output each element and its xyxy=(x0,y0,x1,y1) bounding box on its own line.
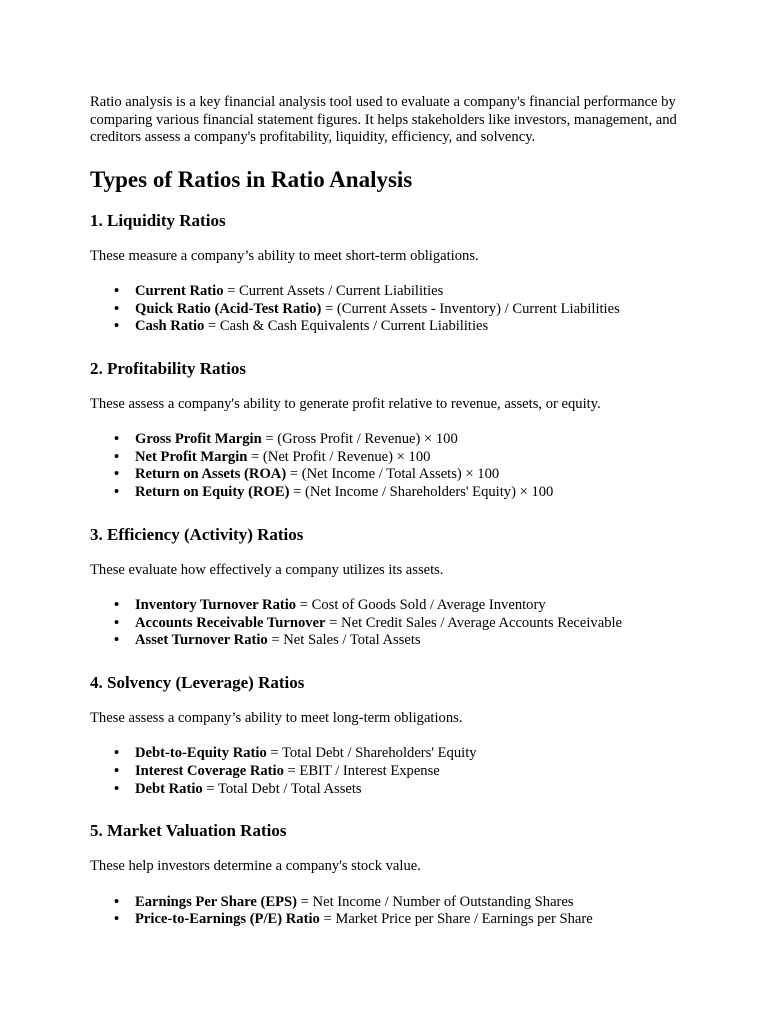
ratio-section xyxy=(90,820,690,929)
bullet-icon: • xyxy=(114,632,120,649)
bullet-icon: • xyxy=(114,893,120,910)
ratio-section xyxy=(90,672,690,798)
ratio-formula: = Cost of Goods Sold / Average Inventory xyxy=(296,597,546,614)
bullet-icon: • xyxy=(114,911,120,928)
list-item xyxy=(114,448,690,467)
list-item xyxy=(114,597,690,615)
ratio-list xyxy=(90,283,690,336)
ratio-formula: = Cash & Cash Equivalents / Current Liabilities xyxy=(204,318,489,335)
ratio-formula: = Total Debt / Total Assets xyxy=(202,780,362,797)
list-item xyxy=(114,318,690,336)
ratio-formula: = (Net Profit / Revenue) × 100 xyxy=(247,448,431,465)
list-item xyxy=(114,283,690,301)
section-heading: 5. Market Valuation Ratios xyxy=(90,821,287,841)
section-description: These help investors determine a company's stock value. xyxy=(90,858,421,875)
ratio-formula: = (Net Income / Total Assets) × 100 xyxy=(286,466,500,483)
section-heading: 3. Efficiency (Activity) Ratios xyxy=(90,524,304,544)
ratio-formula: = (Current Assets - Inventory) / Current Liabilities xyxy=(321,300,620,317)
ratio-term: Interest Coverage Ratio xyxy=(135,763,284,780)
list-item xyxy=(114,614,690,633)
section-description: These measure a company’s ability to meet short-term obligations. xyxy=(90,247,479,264)
ratio-formula: = Net Credit Sales / Average Accounts Receivable xyxy=(325,614,623,631)
bullet-icon: • xyxy=(114,745,120,762)
list-item xyxy=(114,484,690,502)
bullet-icon: • xyxy=(114,780,120,797)
ratio-formula: = Net Income / Number of Outstanding Shares xyxy=(297,893,574,910)
section-description: These evaluate how effectively a company utilizes its assets. xyxy=(90,561,444,578)
ratio-term: Earnings Per Share (EPS) xyxy=(135,893,298,910)
ratio-list xyxy=(90,745,690,798)
list-item xyxy=(114,745,690,763)
list-item xyxy=(114,431,690,449)
section-heading: 2. Profitability Ratios xyxy=(90,358,246,378)
bullet-icon: • xyxy=(114,614,120,631)
ratio-list xyxy=(90,597,690,650)
bullet-icon: • xyxy=(114,484,120,501)
bullet-icon: • xyxy=(114,283,120,299)
ratio-formula: = (Gross Profit / Revenue) × 100 xyxy=(261,431,458,448)
ratio-term: Debt Ratio xyxy=(135,780,203,797)
ratio-formula: = Total Debt / Shareholders' Equity xyxy=(266,745,477,762)
ratio-term: Accounts Receivable Turnover xyxy=(135,614,326,631)
ratio-section xyxy=(90,210,690,336)
bullet-icon: • xyxy=(114,466,120,483)
bullet-icon: • xyxy=(114,300,120,317)
ratio-formula: = Current Assets / Current Liabilities xyxy=(223,283,444,299)
ratio-term: Cash Ratio xyxy=(135,318,205,335)
ratio-term: Price-to-Earnings (P/E) Ratio xyxy=(135,911,320,928)
ratio-term: Return on Assets (ROA) xyxy=(135,466,287,483)
bullet-icon: • xyxy=(114,597,120,614)
ratio-term: Net Profit Margin xyxy=(135,448,248,465)
section-heading: 4. Solvency (Leverage) Ratios xyxy=(90,672,305,692)
ratio-formula: = Market Price per Share / Earnings per Share xyxy=(319,911,593,928)
bullet-icon: • xyxy=(114,763,120,780)
list-item xyxy=(114,893,690,912)
ratio-list xyxy=(90,431,690,501)
list-item xyxy=(114,466,690,484)
ratio-formula: = Net Sales / Total Assets xyxy=(267,632,421,649)
ratio-section xyxy=(90,358,690,502)
list-item xyxy=(114,911,690,929)
section-description: These assess a company’s ability to meet long-term obligations. xyxy=(90,709,463,726)
ratio-list xyxy=(90,894,690,929)
ratio-term: Asset Turnover Ratio xyxy=(135,632,268,649)
document-body xyxy=(90,94,690,929)
sections-container xyxy=(90,210,690,929)
ratio-term: Return on Equity (ROE) xyxy=(135,484,290,501)
ratio-formula: = EBIT / Interest Expense xyxy=(283,763,440,780)
bullet-icon: • xyxy=(114,448,120,465)
ratio-term: Current Ratio xyxy=(135,283,224,299)
list-item xyxy=(114,763,690,781)
intro-paragraph: Ratio analysis is a key financial analysis tool used to evaluate a company's financial performance by comparing various financial statement figures. It helps stakeholders like investors, management, and creditors assess a company's profitability, liquidity, efficiency, and solvency. xyxy=(90,94,677,145)
page-title: Types of Ratios in Ratio Analysis xyxy=(90,166,413,192)
ratio-term: Quick Ratio (Acid-Test Ratio) xyxy=(135,300,322,317)
list-item xyxy=(114,632,690,650)
section-description: These assess a company's ability to generate profit relative to revenue, assets, or equity. xyxy=(90,395,601,412)
ratio-term: Gross Profit Margin xyxy=(135,431,262,448)
bullet-icon: • xyxy=(114,318,120,335)
section-heading: 1. Liquidity Ratios xyxy=(90,210,226,230)
bullet-icon: • xyxy=(114,431,120,448)
ratio-term: Debt-to-Equity Ratio xyxy=(135,745,267,762)
list-item xyxy=(114,780,690,799)
ratio-formula: = (Net Income / Shareholders' Equity) × 100 xyxy=(289,484,554,501)
ratio-term: Inventory Turnover Ratio xyxy=(135,597,297,614)
ratio-section xyxy=(90,524,690,650)
list-item xyxy=(114,300,690,319)
